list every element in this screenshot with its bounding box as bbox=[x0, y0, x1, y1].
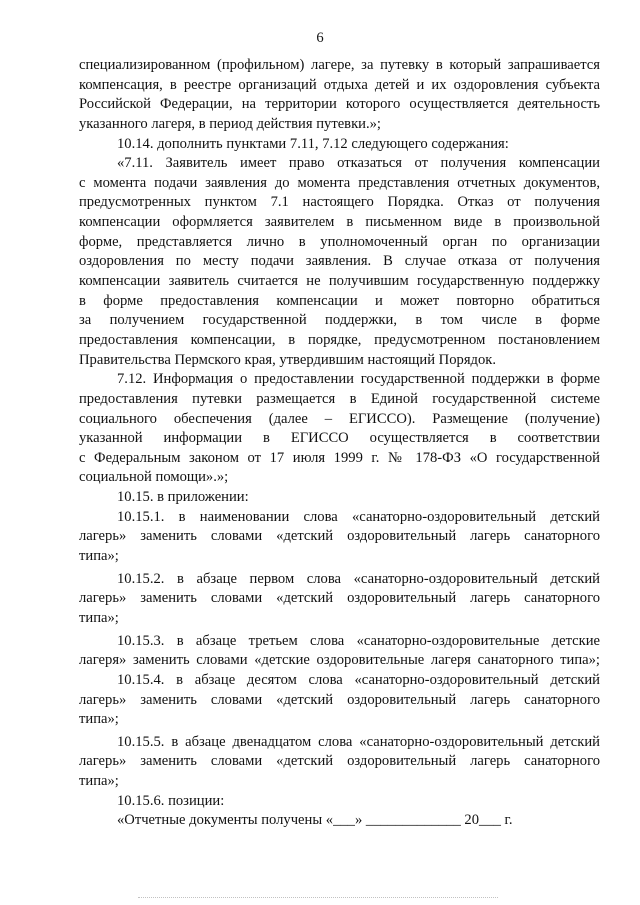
text-line: 10.15.4. в абзаце десятом слова «санаторно-оздоровительный детский bbox=[117, 671, 600, 688]
text-line: с момента подачи заявления до момента представления отчетных документов, bbox=[79, 174, 600, 191]
text-line: 10.15.3. в абзаце третьем слова «санаторно-оздоровительные детские bbox=[117, 632, 600, 649]
text-line: типа»; bbox=[79, 773, 119, 790]
text-line: типа»; bbox=[79, 548, 119, 565]
text-line: указанного лагеря, в период действия путевки.»; bbox=[79, 115, 381, 132]
text-line: «7.11. Заявитель имеет право отказаться от получения компенсации bbox=[117, 155, 600, 172]
text-line: форме, представляется лично в уполномоченный орган по организации bbox=[79, 233, 600, 250]
text-line: 10.15.5. в абзаце двенадцатом слова «санаторно-оздоровительный детский bbox=[117, 733, 600, 750]
text-line: социальной помощи».»; bbox=[79, 469, 229, 486]
text-line: 10.15.2. в абзаце первом слова «санаторно-оздоровительный детский bbox=[117, 570, 600, 587]
text-line: 10.15.6. позиции: bbox=[117, 792, 225, 809]
scan-edge-artifact bbox=[138, 897, 498, 904]
text-line: компенсация, в реестре организаций отдыха детей и их оздоровления субъекта bbox=[79, 76, 600, 93]
text-line: социального обеспечения (далее – ЕГИССО). Размещение (получение) bbox=[79, 410, 600, 427]
text-line: 10.15.1. в наименовании слова «санаторно-оздоровительный детский bbox=[117, 508, 600, 525]
text-line: компенсации оформляется заявителем в письменном виде в произвольной bbox=[79, 214, 600, 231]
text-line: лагерь» заменить словами «детский оздоровительный лагерь санаторного bbox=[79, 528, 600, 545]
text-line: 7.12. Информация о предоставлении государственной поддержки в форме bbox=[117, 371, 600, 388]
text-line: оздоровления по месту подачи заявления. В случае отказа от получения bbox=[79, 253, 600, 270]
text-line: Российской Федерации, на территории которого осуществляется деятельность bbox=[79, 96, 600, 113]
text-line: 10.15. в приложении: bbox=[117, 489, 249, 506]
text-line: специализированном (профильном) лагере, за путевку в который запрашивается bbox=[79, 57, 600, 73]
text-line: предоставления путевки размещается в Единой государственной системе bbox=[79, 390, 600, 407]
text-line: указанной информации в ЕГИССО осуществляется в соответствии bbox=[79, 430, 600, 447]
document-body bbox=[79, 56, 600, 831]
text-line: лагерь» заменить словами «детский оздоровительный лагерь санаторного bbox=[79, 753, 600, 770]
text-line: в форме предоставления компенсации и может повторно обратиться bbox=[79, 292, 600, 309]
page-number: 6 bbox=[316, 30, 324, 46]
text-line: типа»; bbox=[79, 609, 119, 626]
text-line: «Отчетные документы получены «___» _____________ 20___ г. bbox=[117, 812, 513, 829]
text-line: предоставления компенсации, в порядке, предусмотренном постановлением bbox=[79, 331, 600, 348]
text-line: Правительства Пермского края, утвердившим настоящий Порядок. bbox=[79, 351, 496, 368]
text-line: лагеря» заменить словами «детские оздоровительные лагеря санаторного типа»; bbox=[79, 652, 600, 669]
text-line: лагерь» заменить словами «детский оздоровительный лагерь санаторного bbox=[79, 590, 600, 607]
text-line: предусмотренных пунктом 7.1 настоящего Порядка. Отказ от получения bbox=[79, 194, 600, 211]
text-line: с Федеральным законом от 17 июля 1999 г. № 178-ФЗ «О государственной bbox=[79, 449, 600, 466]
text-line: типа»; bbox=[79, 711, 119, 728]
text-line: 10.14. дополнить пунктами 7.11, 7.12 следующего содержания: bbox=[117, 135, 509, 152]
text-line: лагерь» заменить словами «детский оздоровительный лагерь санаторного bbox=[79, 691, 600, 708]
text-line: компенсации заявитель считается не получившим государственную поддержку bbox=[79, 273, 600, 290]
text-line: за получением государственной поддержки, в том числе в форме bbox=[79, 312, 600, 329]
